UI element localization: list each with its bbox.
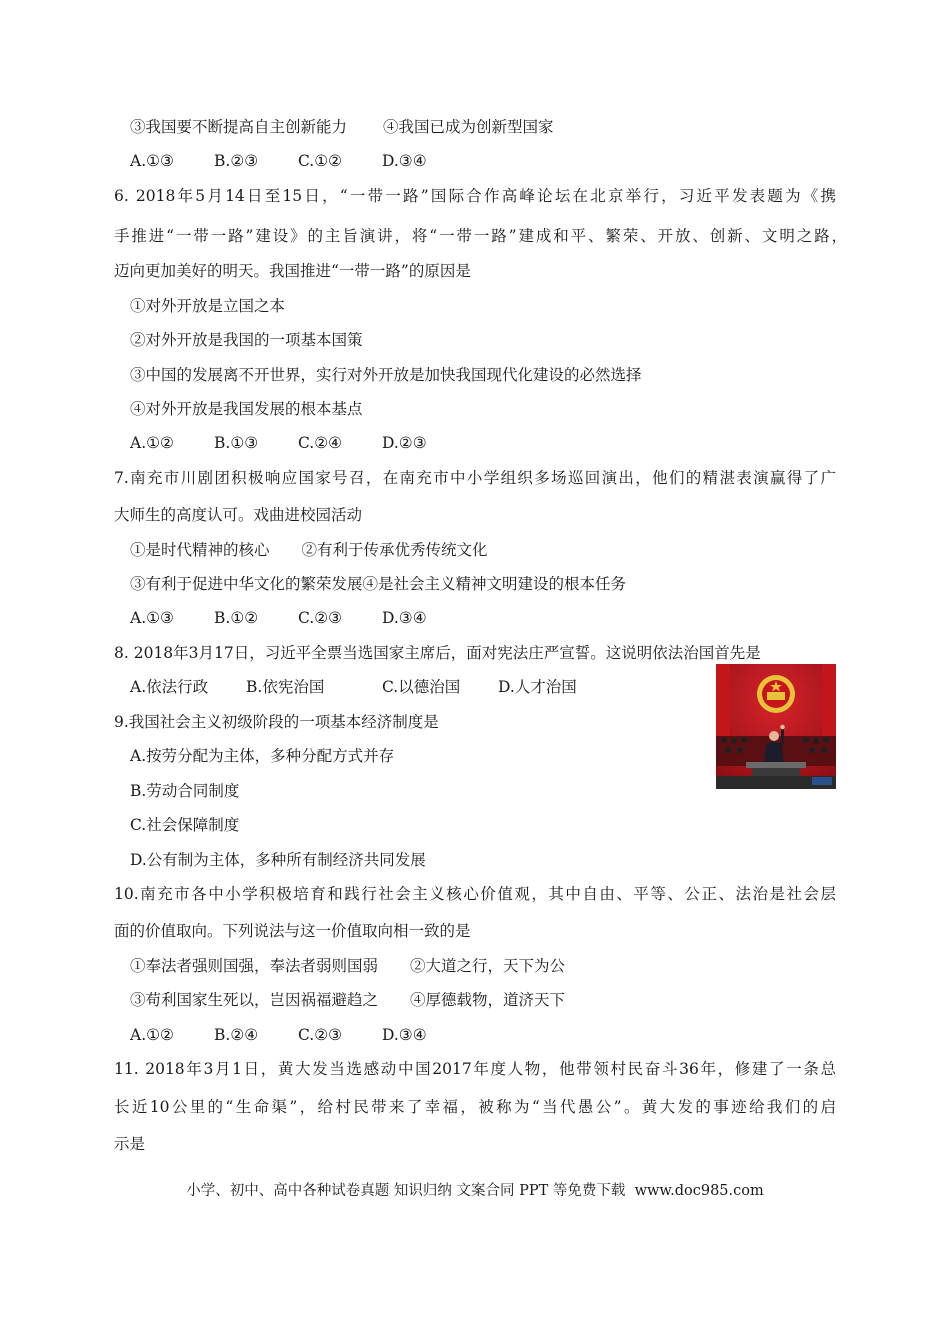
q9-stem: 9.我国社会主义初级阶段的一项基本经济制度是 xyxy=(114,713,439,731)
q7-stem-line-1: 7.南充市川剧团积极响应国家号召，在南充市中小学组织多场巡回演出，他们的精湛表演赢得了广 xyxy=(114,469,836,487)
q10-statement-4: ④厚德载物，道济天下 xyxy=(410,991,566,1009)
oath-ceremony-illustration xyxy=(716,664,836,789)
q7-option-d: D.③④ xyxy=(382,609,427,627)
q10-stem-line-1: 10.南充市各中小学积极培育和践行社会主义核心价值观，其中自由、平等、公正、法治是社会层 xyxy=(114,885,836,903)
q9-option-d: D.公有制为主体，多种所有制经济共同发展 xyxy=(130,851,426,869)
q6-option-c: C.②④ xyxy=(298,434,343,452)
q10-option-c: C.②③ xyxy=(298,1026,343,1044)
q6-stem-line-3: 迈向更加美好的明天。我国推进“一带一路”的原因是 xyxy=(114,262,471,280)
q10-statement-3: ③苟利国家生死以，岂因祸福避趋之 xyxy=(130,991,379,1009)
q10-statement-row-1 xyxy=(130,955,565,977)
q5-option-b: B.②③ xyxy=(214,152,259,170)
q6-stem-line-2: 手推进“一带一路”建设》的主旨演讲，将“一带一路”建成和平、繁荣、开放、创新、文明之路， xyxy=(114,227,847,245)
footer-text: 小学、初中、高中各种试卷真题 知识归纳 文案合同 PPT 等免费下载 xyxy=(186,1183,626,1199)
footer-url-link[interactable]: www.doc985.com xyxy=(634,1183,764,1199)
q7-statement-2: ②有利于传承优秀传统文化 xyxy=(301,541,488,559)
q6-stem-line-1: 6. 2018年5月14日至15日，“一带一路”国际合作高峰论坛在北京举行，习近平发表题为《携 xyxy=(114,187,836,205)
q5-option-a: A.①③ xyxy=(130,152,174,170)
q6-statement-2: ②对外开放是我国的一项基本国策 xyxy=(130,331,363,349)
q11-stem-line-3: 示是 xyxy=(114,1135,146,1153)
q9-option-a: A.按劳分配为主体，多种分配方式并存 xyxy=(130,747,395,765)
q5-options xyxy=(130,150,427,172)
q11-stem-line-1: 11. 2018年3月1日，黄大发当选感动中国2017年度人物，他带领村民奋斗36年，修建了一条总 xyxy=(114,1060,836,1078)
q7-option-b: B.①② xyxy=(214,609,259,627)
q8-option-b: B.依宪治国 xyxy=(246,678,325,696)
q7-options xyxy=(130,607,427,629)
q10-statement-2: ②大道之行，天下为公 xyxy=(410,957,566,975)
q5-option-d: D.③④ xyxy=(382,152,427,170)
q7-option-a: A.①③ xyxy=(130,609,174,627)
q7-statement-row xyxy=(130,539,488,561)
q11-stem-line-2: 长近10公里的“生命渠”，给村民带来了幸福，被称为“当代愚公”。黄大发的事迹给我们的启 xyxy=(114,1098,836,1116)
q8-stem: 8. 2018年3月17日，习近平全票当选国家主席后，面对宪法庄严宣誓。这说明依法治国首先是 xyxy=(114,644,761,662)
q10-option-a: A.①② xyxy=(130,1026,174,1044)
q10-option-b: B.②④ xyxy=(214,1026,259,1044)
q5-option-c: C.①② xyxy=(298,152,343,170)
q6-option-d: D.②③ xyxy=(382,434,427,452)
q6-statement-1: ①对外开放是立国之本 xyxy=(130,297,286,315)
q5-statement-3: ③我国要不断提高自主创新能力 xyxy=(130,118,348,136)
q8-option-c: C.以德治国 xyxy=(382,678,461,696)
q10-statement-1: ①奉法者强则国强，奉法者弱则国弱 xyxy=(130,957,379,975)
q9-option-b: B.劳动合同制度 xyxy=(130,782,240,800)
q6-options xyxy=(130,432,427,454)
national-emblem-icon xyxy=(757,675,795,713)
q7-stem-line-2: 大师生的高度认可。戏曲进校园活动 xyxy=(114,506,363,524)
q6-option-b: B.①③ xyxy=(214,434,259,452)
q7-statement-1: ①是时代精神的核心 xyxy=(130,541,270,559)
page-footer xyxy=(0,1181,950,1201)
q10-statement-row-2 xyxy=(130,989,565,1011)
q5-statement-4: ④我国已成为创新型国家 xyxy=(383,118,554,136)
q5-statement-row xyxy=(130,116,554,138)
q10-stem-line-2: 面的价值取向。下列说法与这一价值取向相一致的是 xyxy=(114,922,471,940)
q10-options xyxy=(130,1024,427,1046)
oath-ceremony-photo xyxy=(716,664,836,789)
q7-option-c: C.②③ xyxy=(298,609,343,627)
q8-options xyxy=(130,676,577,698)
q10-option-d: D.③④ xyxy=(382,1026,427,1044)
q7-statement-3-4: ③有利于促进中华文化的繁荣发展④是社会主义精神文明建设的根本任务 xyxy=(130,575,627,593)
q6-statement-3: ③中国的发展离不开世界，实行对外开放是加快我国现代化建设的必然选择 xyxy=(130,366,642,384)
q6-option-a: A.①② xyxy=(130,434,174,452)
q6-statement-4: ④对外开放是我国发展的根本基点 xyxy=(130,400,363,418)
q8-option-d: D.人才治国 xyxy=(498,678,577,696)
q9-option-c: C.社会保障制度 xyxy=(130,816,240,834)
q8-option-a: A.依法行政 xyxy=(130,678,209,696)
